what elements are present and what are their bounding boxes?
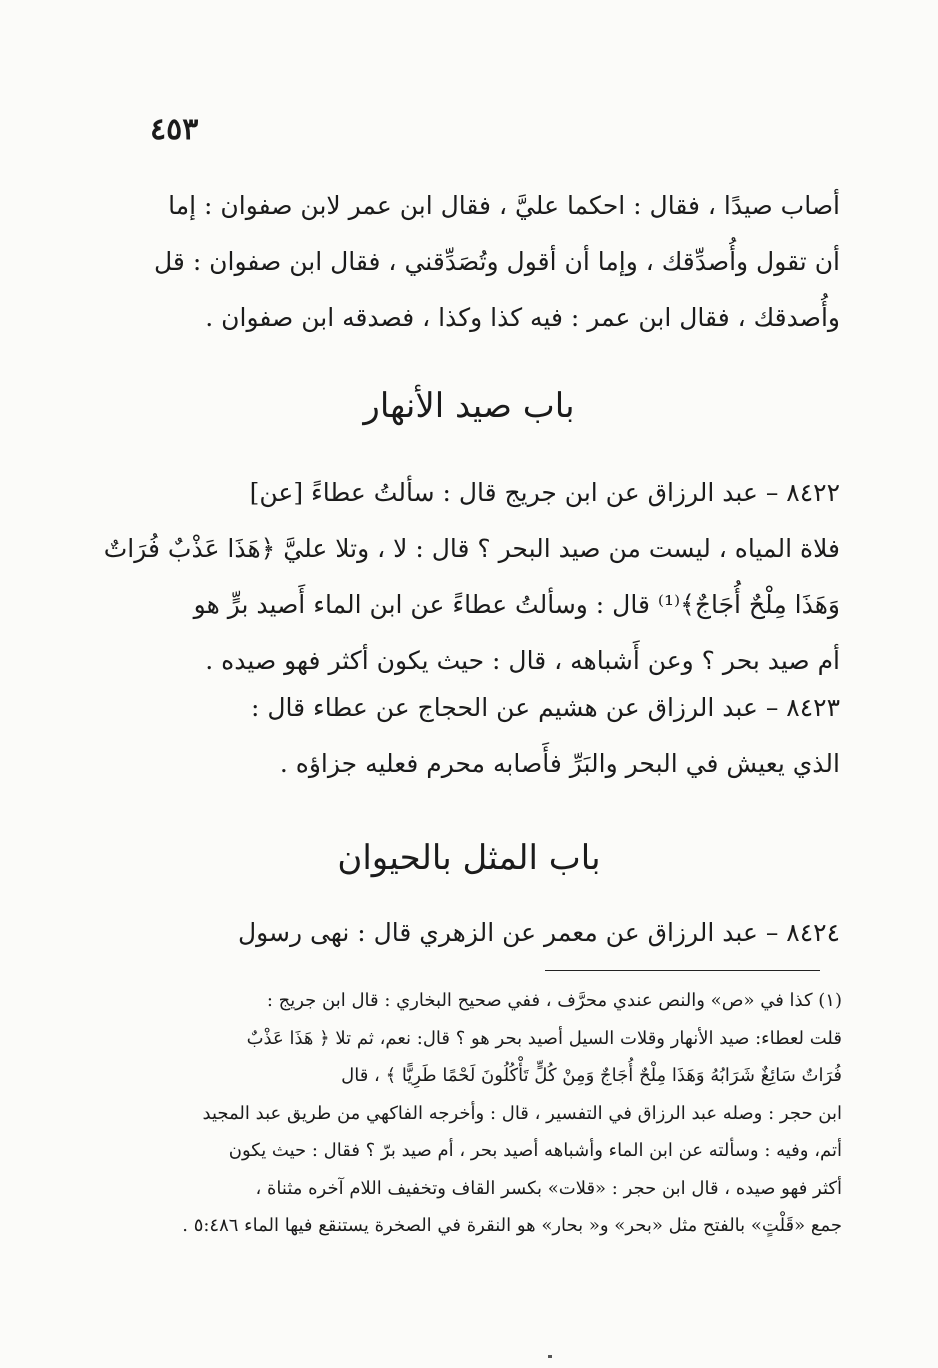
hadith-8424	[160, 905, 840, 961]
text-line: ٨٤٢٣ – عبد الرزاق عن هشيم عن الحجاج عن عطاء قال :	[250, 693, 840, 722]
footnote-line: فُرَاتٌ سَائِغٌ شَرَابُهُ وَهَذَا مِلْحٌ أُجَاجٌ وَمِنْ كُلٍّ تَأْكُلُونَ لَحْمًا طَرِيًّا ﴾ ، قال	[341, 1065, 842, 1086]
footnote-line: أتم، وفيه : وسألته عن ابن الماء وأشباهه أصيد بحر ، أم صيد برّ ؟ فقال : حيث يكون	[228, 1140, 842, 1161]
hadith-8423	[160, 680, 840, 792]
footnote	[152, 982, 842, 1245]
text-line: وأُصدقك ، فقال ابن عمر : فيه كذا وكذا ، فصدقه ابن صفوان .	[205, 303, 840, 332]
text-line: الذي يعيش في البحر والبَرِّ فأَصابه محرم فعليه جزاؤه .	[279, 749, 840, 778]
footnote-line: (١) كذا في «ص» والنص عندي محرَّف ، ففي صحيح البخاري : قال ابن جريج :	[266, 990, 842, 1011]
text-line: وَهَذَا مِلْحٌ أُجَاجٌ﴾⁽¹⁾ قال : وسألتُ عطاءً عن ابن الماء أَصيد برٍّ هو	[193, 590, 840, 619]
text-line: ٨٤٢٤ – عبد الرزاق عن معمر عن الزهري قال : نهى رسول	[237, 918, 840, 947]
footnote-line: جمع «قَلْتٍ» بالفتح مثل «بحر» و« بحار» هو النقرة في الصخرة يستنقع فيها الماء ٥:٤٨٦ .	[182, 1215, 842, 1236]
footnote-line: ابن حجر : وصله عبد الرزاق في التفسير ، قال : وأخرجه الفاكهي من طريق عبد المجيد	[202, 1102, 842, 1124]
text-line: أصاب صيدًا ، فقال : احكما عليَّ ، فقال ابن عمر لابن صفوان : إما	[168, 191, 840, 220]
footnote-line: قلت لعطاء: صيد الأنهار وقلات السيل أصيد بحر هو ؟ قال: نعم، ثم تلا ﴿ هَذَا عَذْبٌ	[246, 1027, 842, 1049]
scan-mark	[548, 1355, 552, 1358]
footnote-line: أكثر فهو صيده ، قال ابن حجر : «قلات» بكسر القاف وتخفيف اللام آخره مثناة ،	[255, 1177, 842, 1199]
footnote-divider	[545, 970, 820, 971]
text-line: أن تقول وأُصدِّقك ، وإما أن أقول وتُصَدِّقني ، فقال ابن صفوان : قل	[153, 247, 840, 276]
text-line: أم صيد بحر ؟ وعن أَشباهه ، قال : حيث يكون أكثر فهو صيده .	[205, 646, 840, 675]
hadith-8422	[103, 465, 840, 689]
chapter-heading-animal-mutilation: باب المثل بالحيوان	[337, 838, 601, 878]
text-line: فلاة المياه ، ليست من صيد البحر ؟ قال : لا ، وتلا عليَّ ﴿هَذَا عَذْبٌ فُرَاتٌ	[103, 534, 840, 563]
text-line: ٨٤٢٢ – عبد الرزاق عن ابن جريج قال : سألتُ عطاءً [عن]	[249, 478, 840, 507]
chapter-heading-river-hunting: باب صيد الأنهار	[363, 386, 575, 426]
intro-paragraph	[153, 178, 840, 346]
page-number: ٤٥٣	[150, 112, 199, 147]
